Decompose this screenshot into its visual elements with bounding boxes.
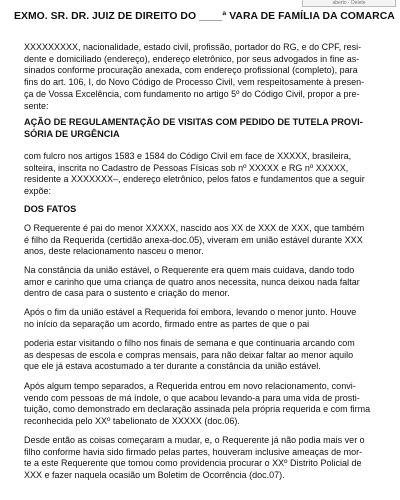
intro-line: dente e domiciliado (endereço), endereço eletrônico, por seus advogados in fine as- <box>24 53 360 64</box>
intro-line: fins do art. 106, I, do Novo Código de Processo Civil, vem respeitosamente à presen- <box>24 77 365 88</box>
against-line: expõe: <box>24 186 52 197</box>
against-line: solteira, inscrita no Cadastro de Pessoas Físicas sob nº XXXXX e RG nº XXXXX, <box>24 162 349 173</box>
facts-paragraph-1 <box>24 223 392 258</box>
facts-line: que ele já estava acostumado a ter durante a constância da união estável. <box>24 361 321 372</box>
intro-line: sinados conforme procuração anexada, com endereço profissional (completo), para <box>24 65 358 76</box>
intro-paragraph <box>24 42 392 112</box>
facts-line: no início da separação um acordo, firmado entre as partes de que o pai <box>24 318 310 329</box>
facts-line: te a este Requerente que tomou como providencia procurar o XXº Distrito Policial de <box>24 458 362 469</box>
against-paragraph <box>24 151 392 198</box>
facts-line: Após algum tempo separados, a Requerida entrou em novo relacionamento, convi- <box>24 381 356 391</box>
action-title-line: AÇÃO DE REGULAMENTAÇÃO DE VISITAS COM PEDIDO DE TUTELA PROVI- <box>24 117 363 127</box>
facts-line: tuição, como demonstrado em declaração assinada pela própria requerida e com firma <box>24 404 371 415</box>
action-title-line: SÓRIA DE URGÊNCIA <box>24 128 120 139</box>
facts-paragraph-6 <box>24 435 392 482</box>
against-line: com fulcro nos artigos 1583 e 1584 do Código Civil em face de XXXXX, brasileira, <box>24 151 352 161</box>
intro-line: XXXXXXXXX, nacionalidade, estado civil, profissão, portador do RG, e do CPF, resi- <box>24 42 362 52</box>
facts-line: vendo com pessoas de má índole, o que acabou levando-a para uma vida de prosti- <box>24 392 360 403</box>
facts-paragraph-2 <box>24 265 392 300</box>
facts-line: Após o fim da união estável a Requerida foi embora, levando o menor junto. Houve <box>24 307 357 317</box>
facts-line: O Requerente é pai do menor XXXXX, nascido aos XX de XXX de XXX, que também <box>24 223 365 233</box>
facts-line: filho conforme havia sido firmado pelas partes, houveram inclusive ameaças de mor- <box>24 446 363 457</box>
toolbar-corner-box[interactable] <box>302 0 396 7</box>
facts-line: anos, deste relacionamento nasceu o menor. <box>24 246 204 257</box>
intro-line: ça de Vossa Excelência, com fundamento no artigo 5º do Código Civil, propor a pre- <box>24 88 360 99</box>
facts-line: amor e carinho que uma criança de quatro anos necessita, nunca deixou nada faltar <box>24 276 360 287</box>
facts-line: Desde então as coisas começaram a mudar, e, o Requerente já não podia mais ver o <box>24 435 365 445</box>
facts-paragraph-4 <box>24 338 392 373</box>
intro-line: sente: <box>24 100 49 111</box>
corner-label: aberto · Delete <box>332 0 366 6</box>
against-line: residente a XXXXXXX–, endereço eletrônico, pelos fatos e fundamentos que a seguir <box>24 174 365 185</box>
facts-line: Na constância da união estável, o Requerente era quem mais cuidava, dando todo <box>24 265 355 275</box>
court-heading: EXMO. SR. DR. JUIZ DE DIREITO DO ____ª VARA DE FAMÍLIA DA COMARCA <box>14 11 395 22</box>
facts-paragraph-3 <box>24 307 392 330</box>
facts-line: as despesas de escola e compras mensais, para não deixar faltar ao menor aquilo <box>24 349 354 360</box>
facts-line: XXX e fazer naquela ocasião um Boletim de Ocorrência (doc.07). <box>24 470 285 481</box>
facts-line: é filho da Requerida (certidão anexa-doc.05), viveram em união estável durante XXX <box>24 234 363 245</box>
facts-heading: DOS FATOS <box>24 204 77 214</box>
facts-line: reconhecida pelo XXº tabelionato de XXXXX (doc.06). <box>24 416 240 427</box>
facts-paragraph-5 <box>24 381 392 428</box>
facts-line: poderia estar visitando o filho nos finais de semana e que continuaria arcando com <box>24 338 355 348</box>
action-title <box>24 117 392 140</box>
facts-line: dentro de casa para o sustento e criação do menor. <box>24 288 230 299</box>
